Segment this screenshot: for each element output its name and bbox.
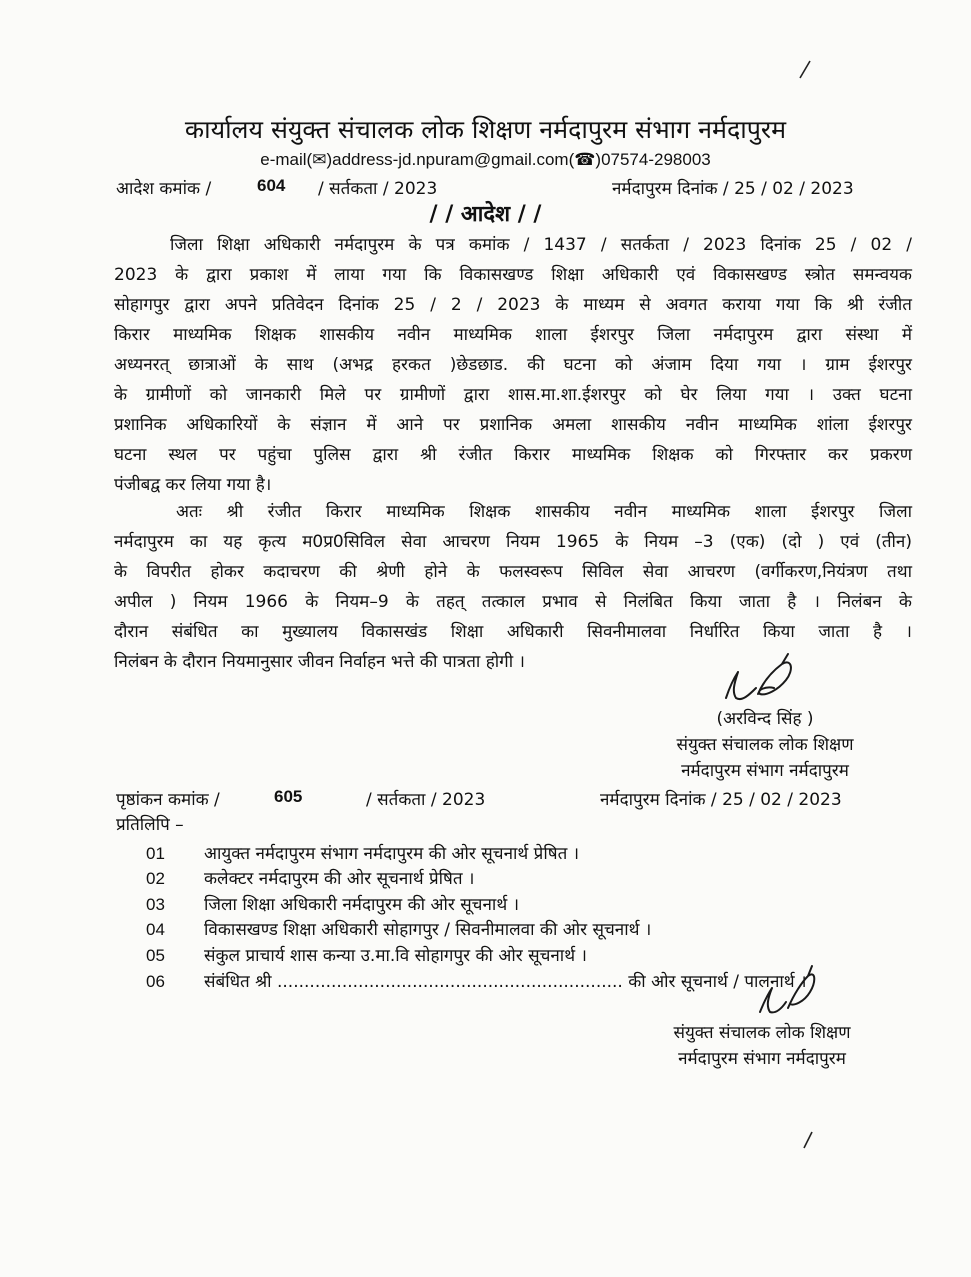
paragraph-line: पंजीबद्व कर लिया गया है। (114, 475, 272, 495)
copy-recipient: कलेक्टर नर्मदापुरम की ओर सूचनार्थ प्रेषित । (204, 869, 475, 889)
signature-mark (712, 650, 804, 706)
pen-tick-mark (798, 1128, 818, 1152)
paragraph-line: दौरान संबंधित का मुख्यालय विकासखंड शिक्षा अधिकारी सिवनीमालवा निर्धारित किया जाता है । (114, 622, 912, 642)
paragraph-line: निलंबन के दौरान नियमानुसार जीवन निर्वाहन भत्ते की पात्रता होगी । (114, 652, 525, 672)
copy-recipient: विकासखण्ड शिक्षा अधिकारी सोहागपुर / सिवनीमालवा की ओर सूचनार्थ । (204, 920, 652, 940)
copy-item (146, 892, 519, 915)
office-title: कार्यालय संयुक्त संचालक लोक शिक्षण नर्मदापुरम संभाग नर्मदापुरम (184, 115, 787, 144)
signatory-name: (अरविन्द सिंह ) (716, 709, 814, 729)
copy-recipient: आयुक्त नर्मदापुरम संभाग नर्मदापुरम की ओर सूचनार्थ प्रेषित । (204, 844, 580, 864)
copy-recipient: जिला शिक्षा अधिकारी नर्मदापुरम की ओर सूचनार्थ । (204, 895, 520, 915)
copy-to-label: प्रतिलिपि – (116, 815, 184, 835)
copy-number: 01 (146, 844, 165, 863)
copy-item (146, 969, 807, 992)
paragraph-line: नर्मदापुरम का यह कृत्य म0प्र0सिविल सेवा आचरण नियम 1965 के नियम –3 (एक) (दो ) एवं (तीन) (114, 532, 912, 552)
signature-block-1 (620, 706, 910, 784)
pen-tick-mark (796, 58, 816, 82)
paragraph-line: अध्यनरत् छात्राओं के साथ (अभद्र हरकत )छेडछाड. की घटना को अंजाम दिया गया । ग्राम ईशरपुर (114, 355, 912, 375)
order-number: 604 (257, 176, 286, 195)
paragraph-line: सोहागपुर द्वारा अपने प्रतिवेदन दिनांक 25 / 2 / 2023 के माध्यम से अवगत कराया गया कि श्री रंजीत (114, 295, 912, 315)
paragraph-line: अतः श्री रंजीत किरार माध्यमिक शिक्षक शासकीय नवीन माध्यमिक शाला ईशरपुर जिला (176, 502, 912, 522)
signature-mark (752, 962, 822, 1018)
copy-number: 06 (146, 972, 165, 991)
paragraph-line: के विपरीत होकर कदाचरण की श्रेणी होने के फलस्वरूप सिविल सेवा आचरण (वर्गीकरण,नियंत्रण तथा (114, 562, 912, 582)
paragraph-line: जिला शिक्षा अधिकारी नर्मदापुरम के पत्र कमांक / 1437 / सतर्कता / 2023 दिनांक 25 / 02 / (170, 235, 912, 255)
copy-number: 04 (146, 920, 165, 939)
copy-number: 03 (146, 895, 165, 914)
copy-item (146, 866, 474, 889)
endorsement-number: 605 (274, 787, 303, 806)
copy-item (146, 943, 587, 966)
order-number-suffix: / सर्तकता / 2023 (318, 179, 438, 199)
signatory-designation: संयुक्त संचालक लोक शिक्षण (676, 735, 854, 755)
copy-item (146, 917, 651, 940)
signatory-division: नर्मदापुरम संभाग नर्मदापुरम (681, 761, 849, 781)
copy-recipient: संकुल प्राचार्य शास कन्या उ.मा.वि सोहागपुर की ओर सूचनार्थ । (204, 946, 587, 966)
order-date: नर्मदापुरम दिनांक / 25 / 02 / 2023 (612, 179, 854, 199)
endorsement-number-suffix: / सर्तकता / 2023 (366, 790, 486, 810)
signature-block-2 (622, 1020, 902, 1072)
endorsement-number-label: पृष्ठांकन कमांक / (116, 790, 220, 810)
paragraph-line: अपील ) नियम 1966 के नियम–9 के तहत् तत्काल प्रभाव से निलंबित किया जाता है । निलंबन के (114, 592, 912, 612)
paragraph-line: किरार माध्यमिक शिक्षक शासकीय नवीन माध्यमिक शाला ईशरपुर जिला नर्मदापुरम द्वारा संस्था में (114, 325, 912, 345)
paragraph-line: घटना स्थल पर पहुंचा पुलिस द्वारा श्री रंजीत किरार माध्यमिक शिक्षक को गिरफ्तार कर प्रकरण (114, 445, 912, 465)
paragraph-line: 2023 के द्वारा प्रकाश में लाया गया कि विकासखण्ड शिक्षा अधिकारी एवं विकासखण्ड स्त्रोत समन्वयक (114, 265, 912, 285)
copy-item (146, 841, 579, 864)
contact-line: e-mail(✉)address-jd.npuram@gmail.com(☎)07574-298003 (260, 150, 711, 169)
signatory-designation: संयुक्त संचालक लोक शिक्षण (673, 1023, 851, 1043)
order-paragraph-1 (114, 230, 912, 500)
order-number-label: आदेश कमांक / (116, 179, 212, 199)
paragraph-line: प्रशानिक अधिकारियों के संज्ञान में आने पर प्रशानिक अमला शासकीय नवीन माध्यमिक शांला ईशरपुर (114, 415, 912, 435)
copy-number: 05 (146, 946, 165, 965)
copy-recipient: संबंधित श्री ................................................................ की ओर सूचनार्थ / पालनार्थ । (204, 972, 807, 992)
copy-number: 02 (146, 869, 165, 888)
signatory-division: नर्मदापुरम संभाग नर्मदापुरम (678, 1049, 846, 1069)
endorsement-date: नर्मदापुरम दिनांक / 25 / 02 / 2023 (600, 790, 842, 810)
order-heading: / / आदेश / / (429, 202, 542, 227)
paragraph-line: के ग्रामीणों को जानकारी मिले पर ग्रामीणों द्वारा शास.मा.शा.ईशरपुर को घेर लिया गया । उक्त घटना (114, 385, 912, 405)
